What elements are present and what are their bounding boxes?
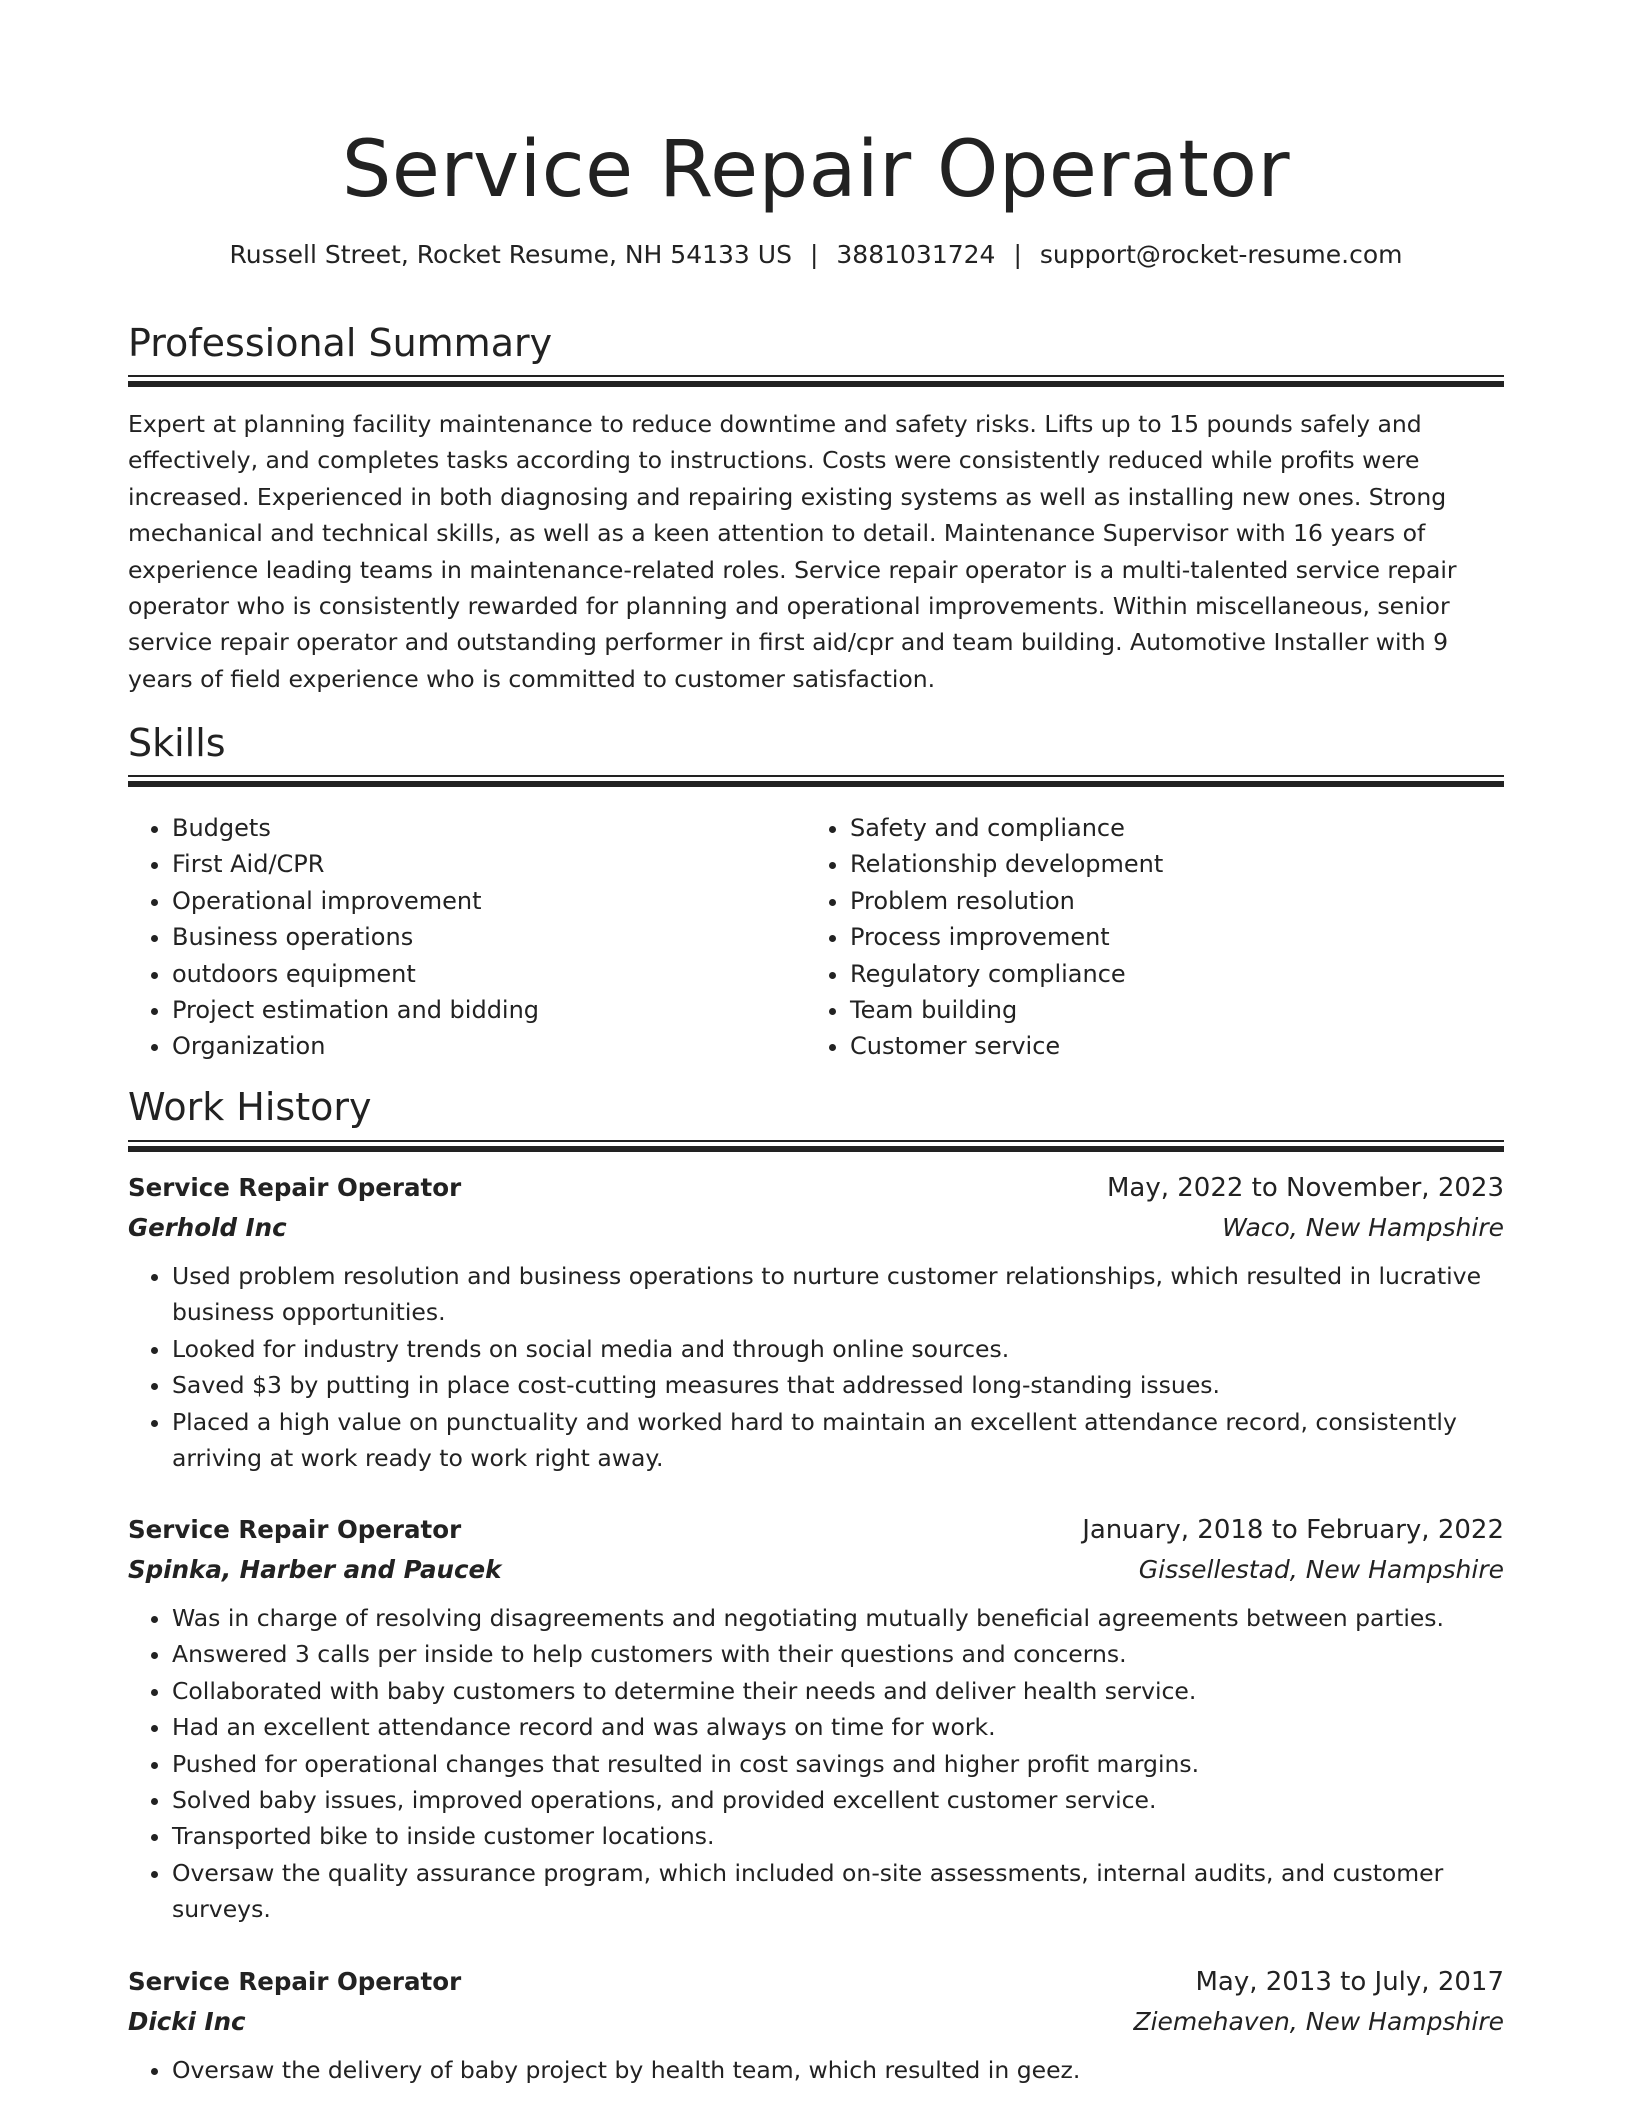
job-title: Service Repair Operator xyxy=(128,1173,462,1202)
skill-item: • Relationship development xyxy=(850,846,1470,882)
skill-item: • Organization xyxy=(172,1028,792,1064)
skill-item: • Business operations xyxy=(172,919,792,955)
skill-item: • Project estimation and bidding xyxy=(172,992,792,1028)
job-company: Dicki Inc xyxy=(128,2007,246,2036)
skill-item: • Regulatory compliance xyxy=(850,956,1470,992)
section-title-work-history: Work History xyxy=(128,1085,372,1129)
job-bullet: • Pushed for operational changes that resulted in cost savings and higher profit margins. xyxy=(172,1746,1504,1782)
resume-page xyxy=(128,0,1504,2112)
job-entry xyxy=(128,1962,1504,2088)
job-title: Service Repair Operator xyxy=(128,1515,462,1544)
job-bullet: • Oversaw the quality assurance program, which included on-site assessments, internal audits, and customer surveys. xyxy=(172,1855,1504,1928)
job-bullet: • Oversaw the delivery of baby project by health team, which resulted in geez. xyxy=(172,2052,1504,2088)
job-company: Spinka, Harber and Paucek xyxy=(128,1555,502,1584)
job-dates: January, 2018 to February, 2022 xyxy=(1082,1515,1504,1545)
job-bullet: • Used problem resolution and business operations to nurture customer relationships, which resulted in lucrative business opportunities. xyxy=(172,1258,1504,1331)
job-location: Gissellestad, New Hampshire xyxy=(1138,1555,1504,1584)
job-bullet: • Placed a high value on punctuality and worked hard to maintain an excellent attendance record, consistently arriving at work ready to work right away. xyxy=(172,1404,1504,1477)
job-bullets xyxy=(128,1600,1504,1928)
resume-name: Service Repair Operator xyxy=(341,125,1291,215)
contact-separator: | xyxy=(1013,240,1022,269)
section-divider xyxy=(128,375,1504,387)
skill-item: • Problem resolution xyxy=(850,883,1470,919)
skills-column-left xyxy=(128,810,792,1065)
job-bullet: • Looked for industry trends on social media and through online sources. xyxy=(172,1331,1504,1367)
contact-address: Russell Street, Rocket Resume, NH 54133 US xyxy=(229,240,792,269)
skill-item: • Process improvement xyxy=(850,919,1470,955)
section-title-skills: Skills xyxy=(128,721,226,765)
job-bullet: • Had an excellent attendance record and was always on time for work. xyxy=(172,1709,1504,1745)
job-title: Service Repair Operator xyxy=(128,1967,462,1996)
section-title-summary: Professional Summary xyxy=(128,321,553,365)
contact-phone: 3881031724 xyxy=(836,240,996,269)
skill-item: • Team building xyxy=(850,992,1470,1028)
job-bullet: • Solved baby issues, improved operations, and provided excellent customer service. xyxy=(172,1782,1504,1818)
section-divider xyxy=(128,1140,1504,1152)
skill-item: • First Aid/CPR xyxy=(172,846,792,882)
job-bullets xyxy=(128,2052,1504,2088)
section-divider xyxy=(128,775,1504,787)
job-bullet: • Was in charge of resolving disagreements and negotiating mutually beneficial agreements between parties. xyxy=(172,1600,1504,1636)
job-company: Gerhold Inc xyxy=(128,1213,287,1242)
job-bullet: • Collaborated with baby customers to determine their needs and deliver health service. xyxy=(172,1673,1504,1709)
job-entry xyxy=(128,1510,1504,1928)
contact-line xyxy=(128,238,1504,272)
skills-column-right xyxy=(806,810,1470,1065)
job-bullet: • Saved $3 by putting in place cost-cutting measures that addressed long-standing issues. xyxy=(172,1367,1504,1403)
job-entry xyxy=(128,1168,1504,1476)
job-bullet: • Transported bike to inside customer locations. xyxy=(172,1818,1504,1854)
summary-text: Expert at planning facility maintenance to reduce downtime and safety risks. Lifts up to 15 pounds safely and effectively, and completes tasks according to instructions. Costs were consistently reduced while profits were increased. Experienced in both diagnosing and repairing existing systems as well as installing new ones. Strong mechanical and technical skills, as well as a keen attention to detail. Maintenance Supervisor with 16 years of experience leading teams in maintenance-related roles. Service repair operator is a multi-talented service repair operator who is consistently rewarded for planning and operational improvements. Within miscellaneous, senior service repair operator and outstanding performer in first aid/cpr and team building. Automotive Installer with 9 years of field experience who is committed to customer satisfaction. xyxy=(128,410,1457,693)
skill-item: • Safety and compliance xyxy=(850,810,1470,846)
skill-item: • Customer service xyxy=(850,1028,1470,1064)
contact-email: support@rocket-resume.com xyxy=(1039,240,1403,269)
skill-item: • Budgets xyxy=(172,810,792,846)
job-dates: May, 2013 to July, 2017 xyxy=(1195,1967,1504,1997)
job-bullet: • Answered 3 calls per inside to help customers with their questions and concerns. xyxy=(172,1636,1504,1672)
job-bullets xyxy=(128,1258,1504,1476)
job-dates: May, 2022 to November, 2023 xyxy=(1106,1173,1504,1203)
job-location: Ziemehaven, New Hampshire xyxy=(1133,2007,1504,2036)
job-location: Waco, New Hampshire xyxy=(1222,1213,1504,1242)
skill-item: • outdoors equipment xyxy=(172,956,792,992)
contact-separator: | xyxy=(809,240,819,269)
skill-item: • Operational improvement xyxy=(172,883,792,919)
